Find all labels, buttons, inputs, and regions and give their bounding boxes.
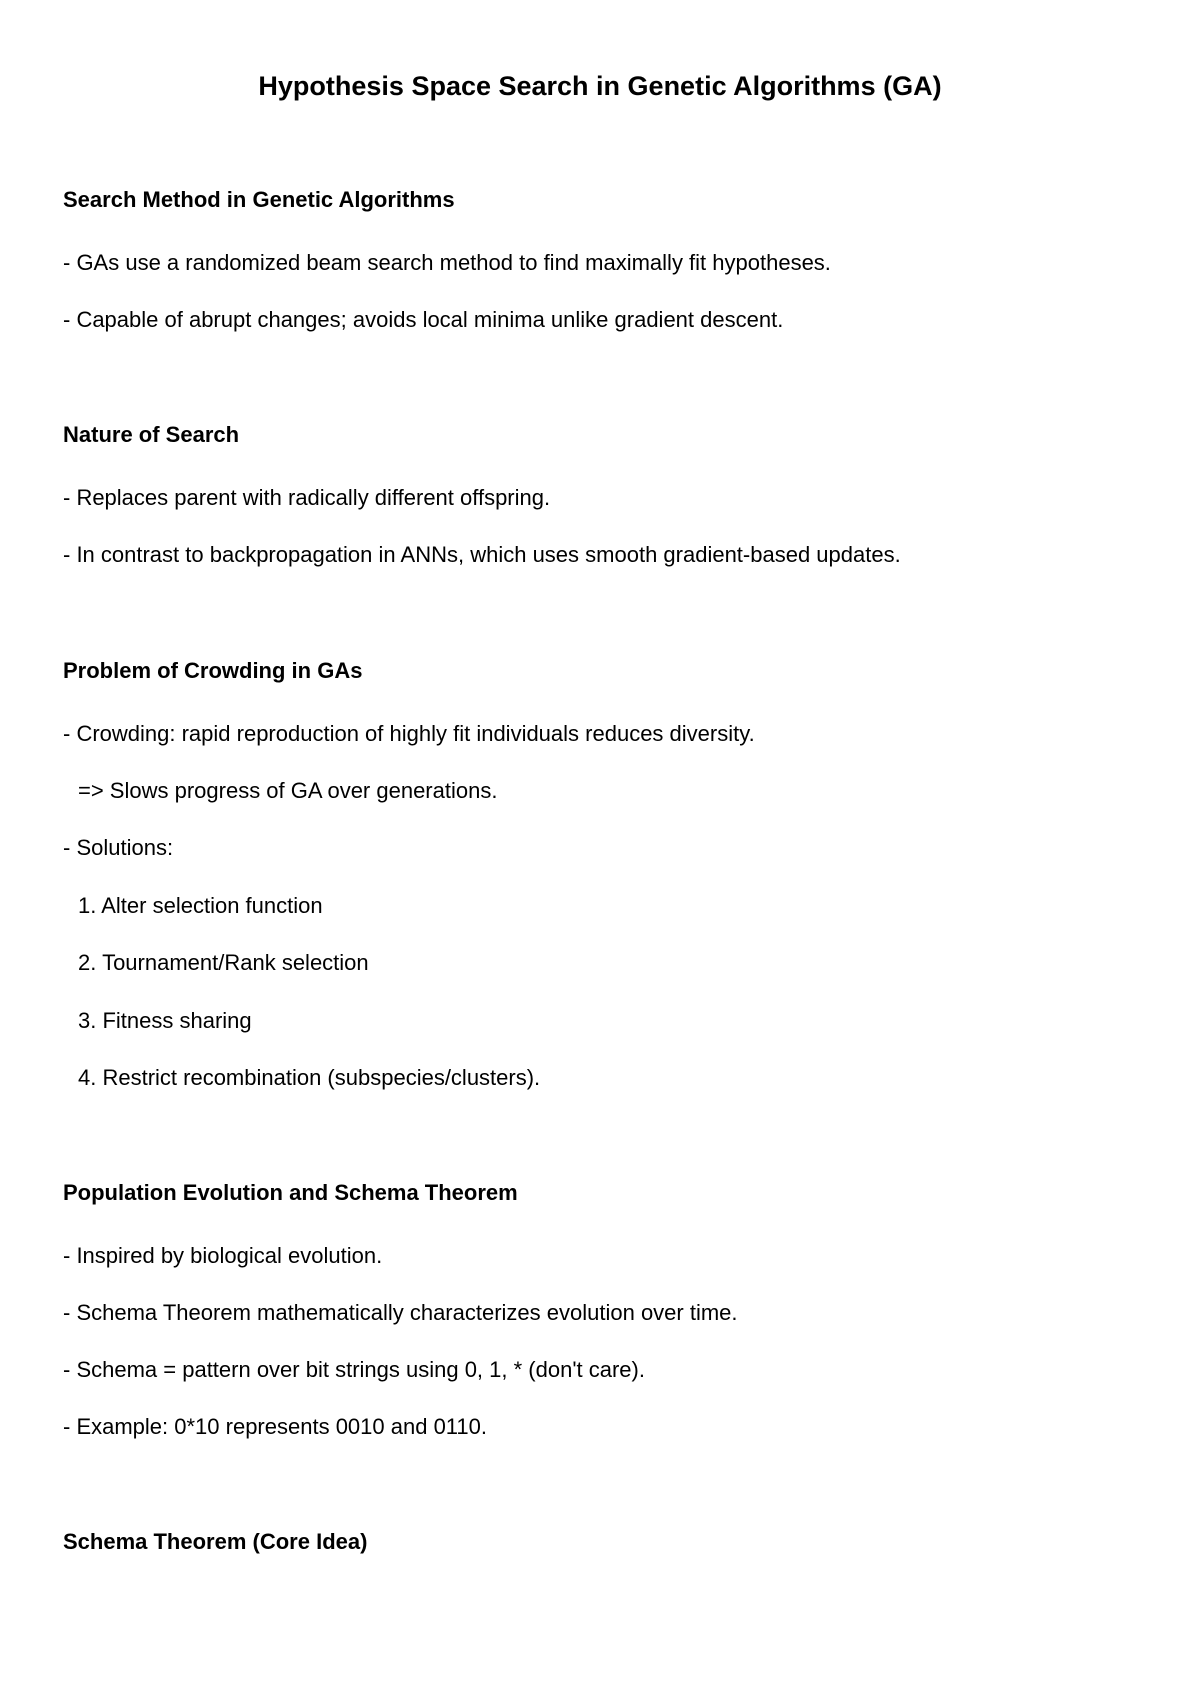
bullet-line: - In contrast to backpropagation in ANNs, which uses smooth gradient-based updates. xyxy=(63,542,901,567)
bullet-line: - Inspired by biological evolution. xyxy=(63,1243,383,1268)
numbered-item: 1. Alter selection function xyxy=(78,893,323,918)
numbered-item: 2. Tournament/Rank selection xyxy=(78,950,369,975)
section-heading: Schema Theorem (Core Idea) xyxy=(63,1529,368,1554)
section-heading: Nature of Search xyxy=(63,422,240,447)
section-heading: Population Evolution and Schema Theorem xyxy=(63,1180,518,1205)
bullet-line: - Solutions: xyxy=(63,835,174,860)
numbered-item: 3. Fitness sharing xyxy=(78,1008,252,1033)
numbered-item: 4. Restrict recombination (subspecies/clusters). xyxy=(78,1065,541,1090)
bullet-line: - Schema = pattern over bit strings using 0, 1, * (don't care). xyxy=(63,1357,645,1382)
bullet-line: - Example: 0*10 represents 0010 and 0110. xyxy=(63,1414,487,1439)
bullet-line: - Crowding: rapid reproduction of highly fit individuals reduces diversity. xyxy=(63,721,755,746)
document-title: Hypothesis Space Search in Genetic Algorithms (GA) xyxy=(258,71,942,101)
bullet-line: - Capable of abrupt changes; avoids local minima unlike gradient descent. xyxy=(63,307,784,332)
section-heading: Problem of Crowding in GAs xyxy=(63,658,363,683)
sub-line: => Slows progress of GA over generations. xyxy=(78,778,498,803)
section-heading: Search Method in Genetic Algorithms xyxy=(63,187,455,212)
bullet-line: - Schema Theorem mathematically characterizes evolution over time. xyxy=(63,1300,738,1325)
bullet-line: - GAs use a randomized beam search method to find maximally fit hypotheses. xyxy=(63,250,831,275)
bullet-line: - Replaces parent with radically different offspring. xyxy=(63,485,551,510)
